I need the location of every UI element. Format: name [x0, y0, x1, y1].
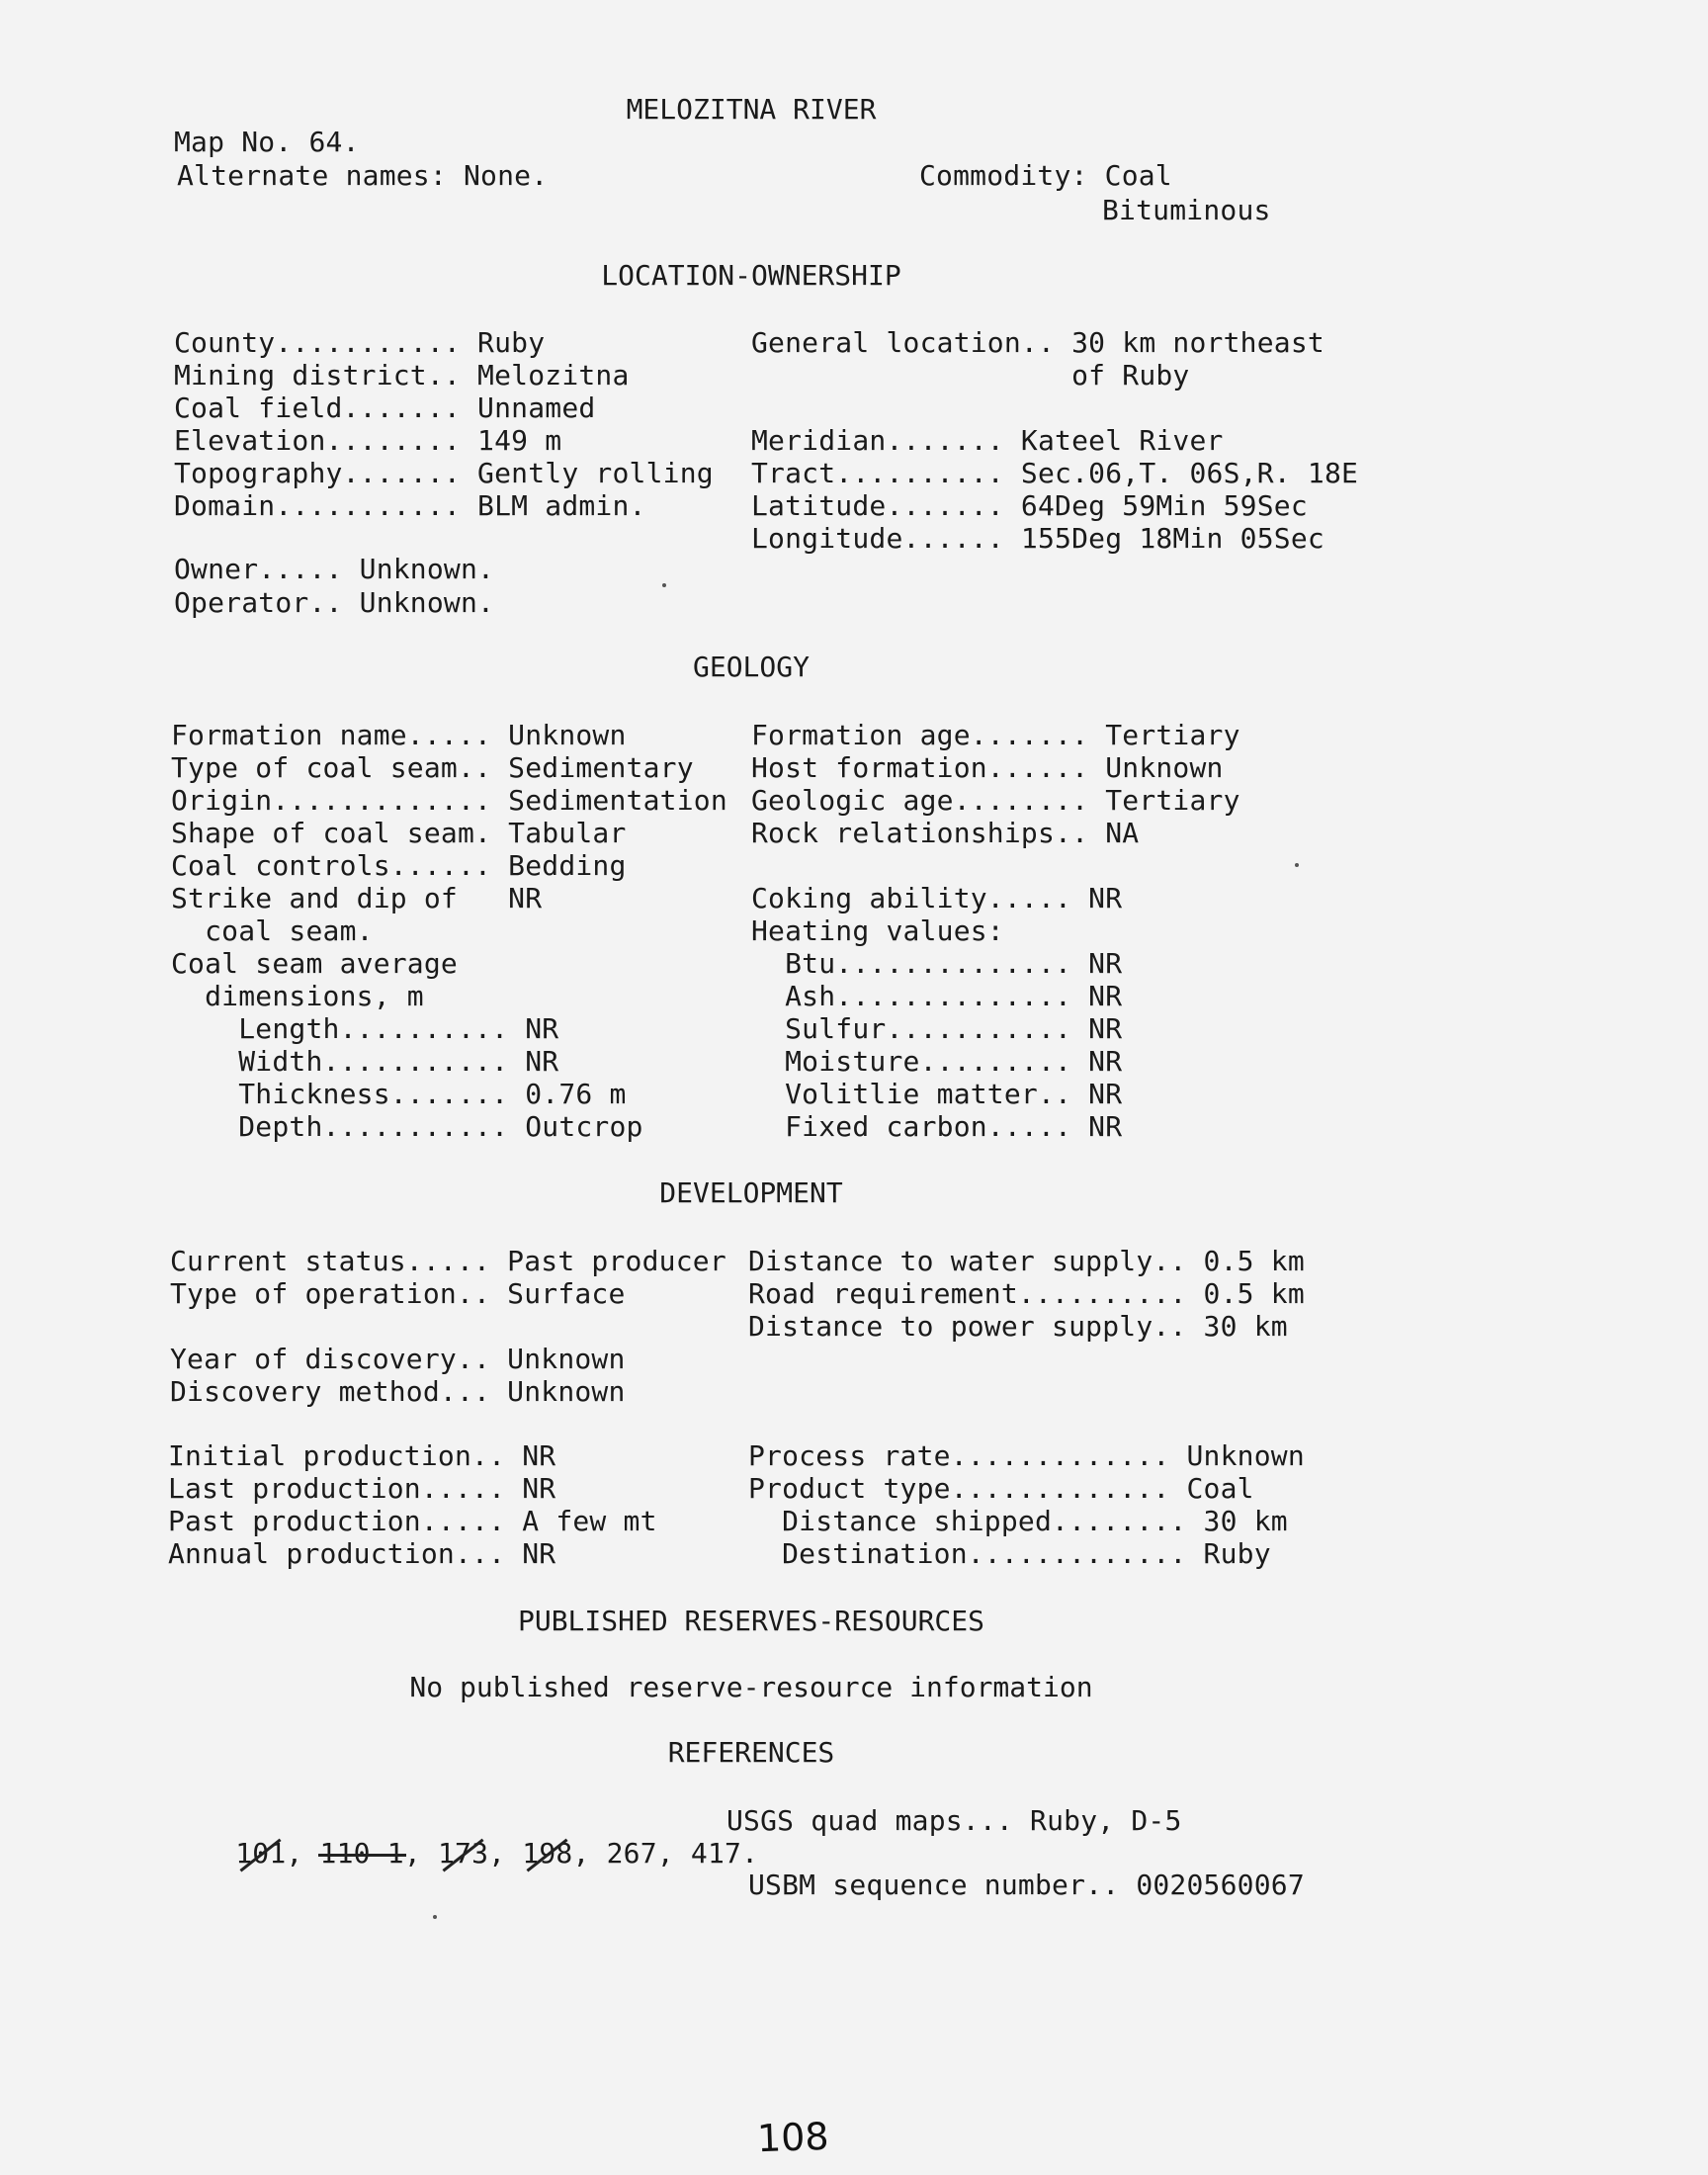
field-line: [170, 1310, 726, 1343]
field-line: Annual production... NR: [168, 1537, 556, 1570]
field-line: Geologic age........ Tertiary: [751, 784, 1240, 817]
field-line: Topography....... Gently rolling: [174, 457, 714, 489]
reference-item: 173: [437, 1837, 489, 1870]
field-line: Btu.............. NR: [751, 947, 1123, 980]
field-line: Length.......... NR: [171, 1012, 559, 1045]
commodity-type: Bituminous: [1102, 194, 1271, 226]
development-production-column: [168, 1439, 657, 1570]
map-number: Map No. 64.: [174, 126, 360, 158]
field-line: Sulfur........... NR: [751, 1012, 1123, 1045]
field-line: Coking ability..... NR: [751, 882, 1123, 914]
scan-speck: [1295, 863, 1299, 867]
reserves-statement: No published reserve-resource information: [409, 1671, 1093, 1703]
field-line: Domain........... BLM admin.: [174, 489, 646, 522]
alternate-names: Alternate names: None.: [177, 159, 549, 192]
field-line: Mining district.. Melozitna: [174, 359, 630, 392]
field-line: Strike and dip of NR: [171, 882, 543, 914]
reference-list: 101, 110-1, 173, 198, 267, 417.: [235, 1837, 759, 1870]
reference-item: 198: [522, 1837, 573, 1870]
location-right-column: [751, 326, 1358, 555]
field-line: County........... Ruby: [174, 326, 546, 359]
field-line: of Ruby: [751, 359, 1190, 392]
field-line: Initial production.. NR: [168, 1439, 556, 1472]
field-line: [751, 849, 1240, 882]
field-line: Formation age....... Tertiary: [751, 719, 1240, 751]
field-line: Heating values:: [751, 914, 1004, 947]
reference-item: 417.: [690, 1837, 759, 1870]
geology-left-column: [171, 719, 727, 1143]
field-line: [751, 392, 1358, 424]
field-line: Shape of coal seam. Tabular: [171, 817, 627, 849]
scan-speck: [662, 583, 666, 587]
field-line: Last production..... NR: [168, 1472, 556, 1505]
operator-line: Operator.. Unknown.: [174, 586, 495, 619]
field-line: Longitude...... 155Deg 18Min 05Sec: [751, 522, 1324, 555]
field-line: Coal field....... Unnamed: [174, 392, 596, 424]
field-line: dimensions, m: [171, 980, 424, 1012]
section-heading-geology: GEOLOGY: [692, 651, 810, 683]
development-status-column: [170, 1245, 726, 1408]
field-line: Depth........... Outcrop: [171, 1110, 643, 1143]
field-line: Distance to water supply.. 0.5 km: [748, 1245, 1305, 1277]
field-line: Type of operation.. Surface: [170, 1277, 626, 1310]
development-supply-column: [748, 1245, 1305, 1343]
field-line: Past production..... A few mt: [168, 1505, 657, 1537]
geology-right-column: [751, 719, 1240, 1143]
field-line: Rock relationships.. NA: [751, 817, 1140, 849]
development-product-column: [748, 1439, 1305, 1570]
section-heading-references: REFERENCES: [667, 1736, 835, 1769]
field-line: Tract.......... Sec.06,T. 06S,R. 18E: [751, 457, 1359, 489]
field-line: Thickness....... 0.76 m: [171, 1078, 627, 1110]
field-line: Volitlie matter.. NR: [751, 1078, 1123, 1110]
field-line: Coal seam average: [171, 947, 458, 980]
field-line: Meridian....... Kateel River: [751, 424, 1224, 457]
location-left-column: [174, 326, 714, 522]
field-line: Moisture......... NR: [751, 1045, 1123, 1078]
field-line: Origin............. Sedimentation: [171, 784, 727, 817]
page-number: 108: [756, 2114, 830, 2161]
field-line: Process rate............. Unknown: [748, 1439, 1305, 1472]
field-line: Distance to power supply.. 30 km: [748, 1310, 1288, 1343]
field-line: Elevation........ 149 m: [174, 424, 562, 457]
field-line: Formation name..... Unknown: [171, 719, 627, 751]
field-line: Road requirement.......... 0.5 km: [748, 1277, 1305, 1310]
usbm-sequence-number: USBM sequence number.. 0020560067: [748, 1869, 1305, 1901]
reference-item: 110-1: [319, 1837, 404, 1870]
section-heading-location: LOCATION-OWNERSHIP: [601, 259, 901, 292]
reference-item: 267: [606, 1837, 657, 1870]
field-line: Destination............. Ruby: [748, 1537, 1271, 1570]
commodity: Commodity: Coal: [919, 159, 1172, 192]
section-heading-reserves: PUBLISHED RESERVES-RESOURCES: [517, 1605, 984, 1637]
field-line: Type of coal seam.. Sedimentary: [171, 751, 694, 784]
field-line: Coal controls...... Bedding: [171, 849, 627, 882]
field-line: Fixed carbon..... NR: [751, 1110, 1123, 1143]
section-heading-development: DEVELOPMENT: [659, 1176, 843, 1209]
field-line: coal seam.: [171, 914, 374, 947]
field-line: Width........... NR: [171, 1045, 559, 1078]
field-line: Year of discovery.. Unknown: [170, 1343, 626, 1375]
field-line: Distance shipped........ 30 km: [748, 1505, 1288, 1537]
field-line: Discovery method... Unknown: [170, 1375, 626, 1408]
scan-speck: [433, 1915, 437, 1919]
usgs-quad-maps: USGS quad maps... Ruby, D-5: [726, 1804, 1182, 1837]
field-line: Ash.............. NR: [751, 980, 1123, 1012]
field-line: Host formation...... Unknown: [751, 751, 1224, 784]
document-title: MELOZITNA RIVER: [626, 93, 877, 126]
reference-item: 101: [235, 1837, 287, 1870]
field-line: Product type............. Coal: [748, 1472, 1254, 1505]
field-line: Current status..... Past producer: [170, 1245, 726, 1277]
owner-line: Owner..... Unknown.: [174, 553, 495, 585]
field-line: Latitude....... 64Deg 59Min 59Sec: [751, 489, 1308, 522]
field-line: General location.. 30 km northeast: [751, 326, 1324, 359]
